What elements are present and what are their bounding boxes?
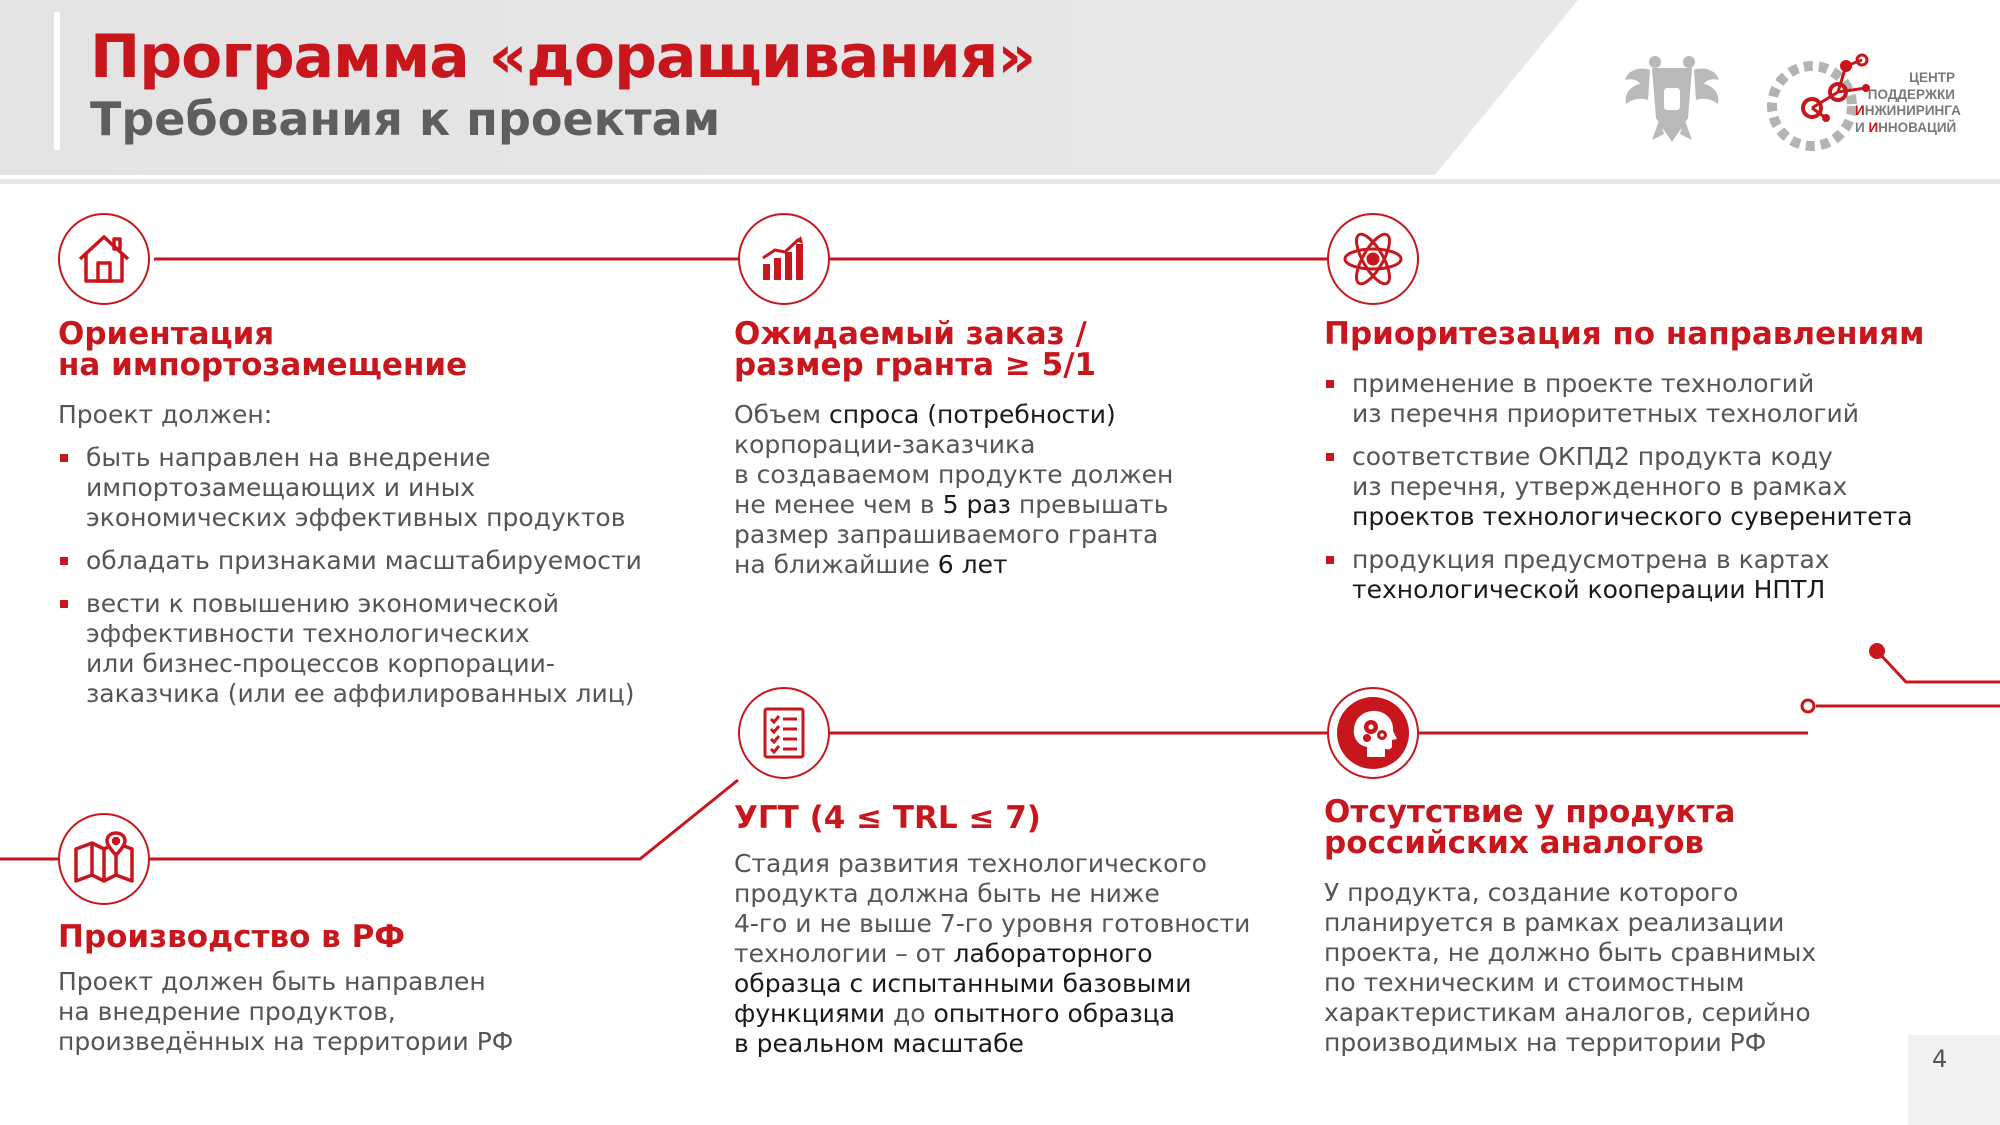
logo-line-4: И ИННОВАЦИЙ (1855, 119, 1957, 135)
map-pin-icon (72, 831, 136, 887)
order-body: Объем спроса (потребности) корпорации-заказчика в создаваемом продукте должен не менее чем в 5 раз превышать размер запрашиваемого гранта на ближайшие 6 лет (734, 400, 1174, 579)
house-icon-circle (58, 213, 150, 305)
list-item: применение в проекте технологий из перечня приоритетных технологий (1324, 369, 1913, 429)
list-item: продукция предусмотрена в картах технологической кооперации НПТЛ (1324, 545, 1913, 605)
logo-text (1855, 70, 1961, 136)
header-accent-bar (54, 12, 60, 150)
order-title: Ожидаемый заказ / размер гранта ≥ 5/1 (734, 316, 1097, 383)
analogs-title: Отсутствие у продукта российских аналогов (1324, 794, 1736, 861)
checklist-icon-circle (738, 687, 830, 779)
import-bullets (58, 443, 642, 709)
head-gears-icon (1345, 705, 1401, 761)
priority-title: Приоритезация по направлениям (1324, 316, 1925, 352)
page-number-box (1908, 1035, 2000, 1125)
bar-chart-icon (759, 234, 809, 284)
import-intro: Проект должен: (58, 400, 273, 429)
logo-line-3: ИНЖИНИРИНГА (1855, 103, 1961, 118)
production-title: Производство в РФ (58, 919, 406, 955)
page-subtitle: Требования к проектам (90, 92, 721, 146)
list-item: обладать признаками масштабируемости (58, 546, 642, 576)
bar-chart-icon-circle (738, 213, 830, 305)
atom-icon (1341, 227, 1405, 291)
list-item: соответствие ОКПД2 продукта коду из перечня, утвержденного в рамках проектов технологического суверенитета (1324, 442, 1913, 532)
map-pin-icon-circle (58, 813, 150, 905)
logo-line-2: ПОДДЕРЖКИ (1867, 86, 1955, 102)
page-number: 4 (1932, 1045, 1948, 1073)
priority-body (1324, 369, 1913, 618)
list-item: быть направлен на внедрение импортозамещающих и иных экономических эффективных продуктов (58, 443, 642, 533)
header-divider (0, 179, 2000, 184)
ugt-title: УГТ (4 ≤ TRL ≤ 7) (734, 800, 1041, 836)
ugt-body: Стадия развития технологического продукта должна быть не ниже 4-го и не выше 7-го уровня готовности технологии – от лабораторного образца с испытанными базовыми функциями до опытного образца в реальном масштабе (734, 849, 1251, 1058)
checklist-icon (761, 705, 807, 761)
import-title: Ориентация на импортозамещение (58, 316, 468, 383)
head-gears-icon-circle (1327, 687, 1419, 779)
priority-bullets (1324, 369, 1913, 605)
logo-line-1: ЦЕНТР (1909, 70, 1955, 85)
analogs-body: У продукта, создание которого планируется в рамках реализации проекта, не должно быть сравнимых по техническим и стоимостным характеристикам аналогов, серийно производимых на территории РФ (1324, 878, 1817, 1057)
page-title: Программа «доращивания» (90, 22, 1036, 92)
house-icon (74, 229, 134, 289)
atom-icon-circle (1327, 213, 1419, 305)
list-item: вести к повышению экономической эффективности технологических или бизнес-процессов корпорации- заказчика (или ее аффилированных лиц) (58, 589, 642, 709)
import-body (58, 400, 642, 722)
production-body: Проект должен быть направлен на внедрение продуктов, произведённых на территории РФ (58, 967, 514, 1056)
